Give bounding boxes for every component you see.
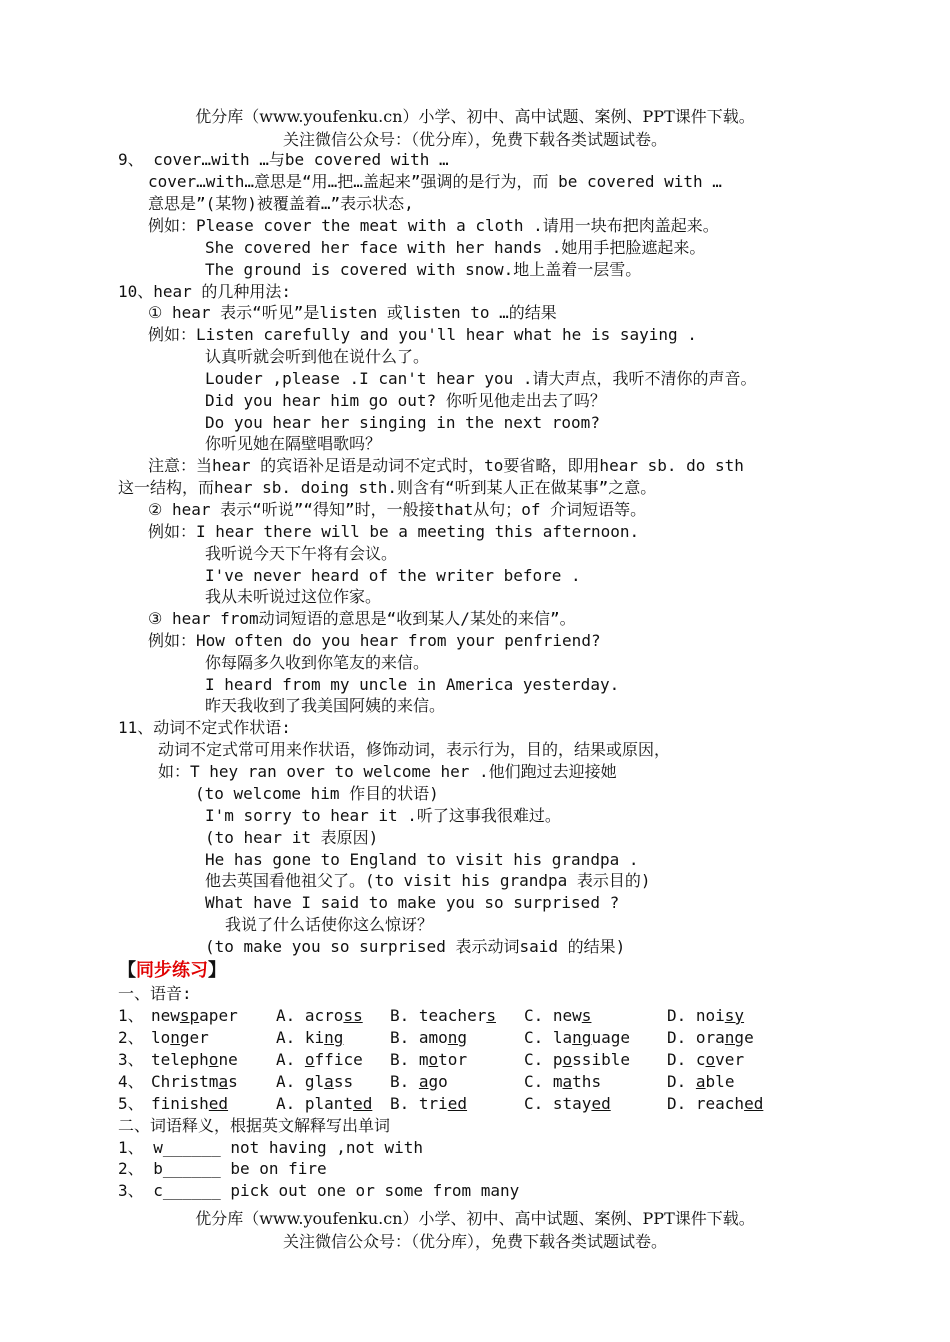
- practice-heading: [118, 960, 226, 982]
- option-c: C. language: [524, 1028, 630, 1047]
- section-9-example-1: 例如：Please cover the meat with a cloth .请用一块布把肉盖起来。: [148, 216, 719, 235]
- section-10-p2-example-2: 我听说今天下午将有会议。: [205, 544, 398, 563]
- section-10-point-1: ① hear 表示“听见”是listen 或listen to …的结果: [148, 303, 557, 322]
- option-b: B. tried: [390, 1094, 468, 1113]
- section-10-p3-example-4: 昨天我收到了我美国阿姨的来信。: [205, 696, 446, 715]
- section-10-point-2: ② hear 表示“听说”“得知”时，一般接that从句；of 介词短语等。: [148, 500, 647, 519]
- row-word: finished: [151, 1094, 229, 1113]
- section-10-note-2: 这一结构，而hear sb. doing sth.则含有“听到某人正在做某事”之意。: [118, 478, 657, 497]
- option-b: B. teachers: [390, 1006, 496, 1025]
- vocab-item-2: 2、 b______ be on fire: [118, 1159, 327, 1178]
- section-11-example-3: He has gone to England to visit his grandpa .: [205, 850, 639, 869]
- option-d: D. able: [667, 1072, 735, 1091]
- row-word: longer: [151, 1028, 209, 1047]
- section-11-title: 11、动词不定式作状语:: [118, 718, 291, 737]
- option-c: C. news: [524, 1006, 592, 1025]
- section-10-p1-example-6: 你听见她在隔壁唱歌吗？: [205, 434, 382, 453]
- bracket-close: 】: [208, 960, 226, 981]
- option-b: B. ago: [390, 1072, 448, 1091]
- row-word: telephone: [151, 1050, 238, 1069]
- option-a: A. glass: [276, 1072, 354, 1091]
- practice-title: 同步练习: [136, 960, 208, 981]
- section-9-line-1: cover…with…意思是“用…把…盖起来”强调的是行为，而 be covered with …: [148, 172, 722, 191]
- option-d: D. noisy: [667, 1006, 745, 1025]
- section-9-example-2: She covered her face with her hands .她用手把脸遮起来。: [205, 238, 706, 257]
- section-9-example-3: The ground is covered with snow.地上盖着一层雪。: [205, 260, 642, 279]
- option-a: A. across: [276, 1006, 363, 1025]
- section-10-p1-example-4: Did you hear him go out? 你听见他走出去了吗？: [205, 391, 606, 410]
- option-b: B. motor: [390, 1050, 468, 1069]
- section-10-p2-example-1: 例如：I hear there will be a meeting this afternoon.: [148, 522, 640, 541]
- part-1-title: 一、语音:: [118, 984, 192, 1003]
- section-10-point-3: ③ hear from动词短语的意思是“收到某人/某处的来信”。: [148, 609, 576, 628]
- section-11-example-2-note: (to hear it 表原因): [205, 828, 379, 847]
- section-10-title: 10、hear 的几种用法:: [118, 282, 292, 301]
- section-11-example-1-note: (to welcome him 作目的状语): [195, 784, 439, 803]
- option-c: C. maths: [524, 1072, 602, 1091]
- section-11-example-4-note: (to make you so surprised 表示动词said 的结果): [205, 937, 626, 956]
- row-word: Christmas: [151, 1072, 238, 1091]
- section-10-p1-example-3: Louder ,please .I can't hear you .请大声点，我听不清你的声音。: [205, 369, 757, 388]
- header-line-1: 优分库（www.youfenku.cn）小学、初中、高中试题、案例、PPT课件下载。: [195, 107, 755, 126]
- vocab-item-1: 1、 w______ not having ,not with: [118, 1138, 423, 1157]
- header-line-2: 关注微信公众号：（优分库），免费下载各类试题试卷。: [282, 130, 667, 149]
- row-number: 1、: [118, 1006, 144, 1025]
- section-10-p1-example-2: 认真听就会听到他在说什么了。: [205, 347, 430, 366]
- section-9-line-2: 意思是”(某物)被覆盖着…”表示状态,: [148, 194, 414, 213]
- option-a: A. office: [276, 1050, 363, 1069]
- section-10-p2-example-4: 我从未听说过这位作家。: [205, 587, 382, 606]
- option-d: D. reached: [667, 1094, 764, 1113]
- section-10-p2-example-3: I've never heard of the writer before .: [205, 566, 581, 585]
- row-number: 2、: [118, 1028, 144, 1047]
- footer-line-1: 优分库（www.youfenku.cn）小学、初中、高中试题、案例、PPT课件下载。: [195, 1209, 755, 1228]
- bracket-open: 【: [118, 960, 136, 981]
- footer-line-2: 关注微信公众号：（优分库），免费下载各类试题试卷。: [282, 1232, 667, 1251]
- section-11-example-2: I'm sorry to hear it .听了这事我很难过。: [205, 806, 561, 825]
- section-10-p3-example-3: I heard from my uncle in America yesterday.: [205, 675, 620, 694]
- section-11-example-4-translation: 我说了什么话使你这么惊讶？: [225, 915, 434, 934]
- option-a: A. king: [276, 1028, 344, 1047]
- option-b: B. among: [390, 1028, 468, 1047]
- section-11-example-3-note: 他去英国看他祖父了。(to visit his grandpa 表示目的): [205, 871, 651, 890]
- section-11-example-4: What have I said to make you so surprised ?: [205, 893, 620, 912]
- row-number: 3、: [118, 1050, 144, 1069]
- option-c: C. possible: [524, 1050, 630, 1069]
- section-10-p3-example-2: 你每隔多久收到你笔友的来信。: [205, 653, 430, 672]
- section-10-p3-example-1: 例如：How often do you hear from your penfriend?: [148, 631, 601, 650]
- section-10-note-1: 注意：当hear 的宾语补足语是动词不定式时，to要省略，即用hear sb. do sth: [148, 456, 744, 475]
- row-word: newspaper: [151, 1006, 238, 1025]
- row-number: 4、: [118, 1072, 144, 1091]
- section-10-p1-example-5: Do you hear her singing in the next room?: [205, 413, 600, 432]
- section-9-title: 9、 cover…with …与be covered with …: [118, 150, 449, 169]
- option-c: C. stayed: [524, 1094, 611, 1113]
- option-d: D. cover: [667, 1050, 745, 1069]
- section-11-intro: 动词不定式常可用来作状语，修饰动词，表示行为，目的，结果或原因，: [158, 740, 671, 759]
- option-a: A. planted: [276, 1094, 373, 1113]
- option-d: D. orange: [667, 1028, 754, 1047]
- section-11-example-1: 如：T hey ran over to welcome her .他们跑过去迎接她: [158, 762, 617, 781]
- section-10-p1-example-1: 例如：Listen carefully and you'll hear what he is saying .: [148, 325, 697, 344]
- vocab-item-3: 3、 c______ pick out one or some from many: [118, 1181, 520, 1200]
- part-2-title: 二、词语释义，根据英文解释写出单词: [118, 1116, 391, 1135]
- row-number: 5、: [118, 1094, 144, 1113]
